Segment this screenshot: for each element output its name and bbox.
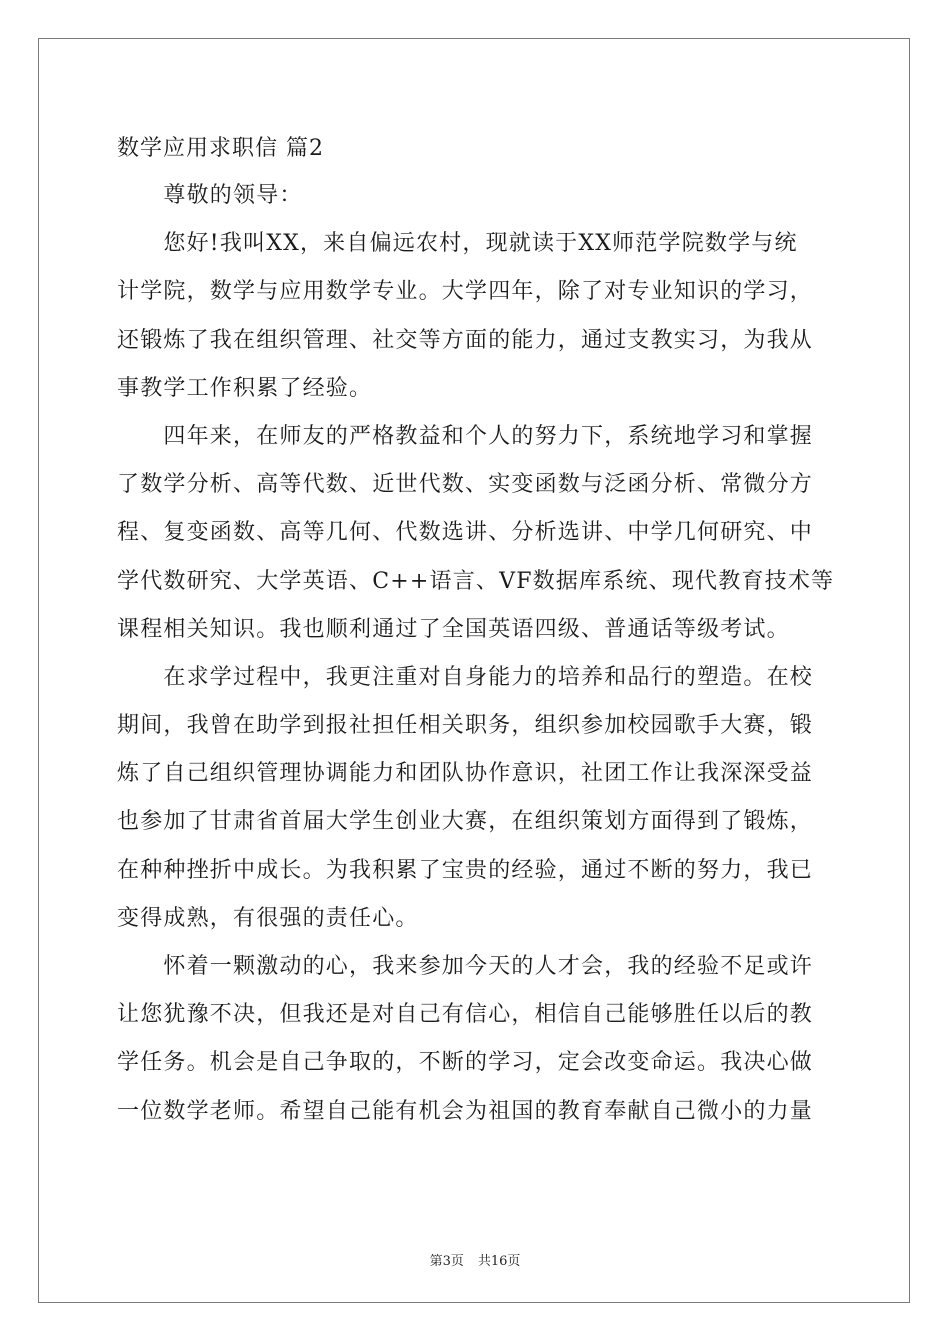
text-line: 还锻炼了我在组织管理、社交等方面的能力，通过支教实习，为我从 <box>117 327 814 353</box>
document-body <box>117 128 835 1136</box>
text-line: 怀着一颗激动的心，我来参加今天的人才会，我的经验不足或许 <box>117 954 814 979</box>
text-line: 尊敬的领导： <box>117 183 303 208</box>
page-number: 第3页 <box>429 1254 464 1269</box>
text-line: 变得成熟，有很强的责任心。 <box>117 905 419 931</box>
text-line: 您好!我叫XX，来自偏远农村，现就读于XX师范学院数学与统 <box>117 231 798 257</box>
text-line: 程、复变函数、高等几何、代数选讲、分析选讲、中学几何研究、中 <box>117 520 814 546</box>
page-footer <box>0 1250 950 1269</box>
text-line: 在种种挫折中成长。为我积累了宝贵的经验，通过不断的努力，我已 <box>117 857 814 883</box>
text-line: 在求学过程中，我更注重对自身能力的培养和品行的塑造。在校 <box>117 664 814 690</box>
text-line: 四年来，在师友的严格教益和个人的努力下，系统地学习和掌握 <box>117 423 814 449</box>
document-heading: 数学应用求职信 篇2 <box>117 136 324 161</box>
text-line: 让您犹豫不决，但我还是对自己有信心，相信自己能够胜任以后的教 <box>117 1002 814 1028</box>
text-line: 也参加了甘肃省首届大学生创业大赛，在组织策划方面得到了锻炼， <box>117 809 814 835</box>
text-line: 炼了自己组织管理协调能力和团队协作意识，社团工作让我深深受益 <box>117 761 814 787</box>
text-line: 期间，我曾在助学到报社担任相关职务，组织参加校园歌手大赛，锻 <box>117 713 814 739</box>
text-line: 了数学分析、高等代数、近世代数、实变函数与泛函分析、常微分方 <box>117 472 814 498</box>
text-line: 学代数研究、大学英语、C++语言、VF数据库系统、现代教育技术等 <box>117 568 835 594</box>
text-line: 课程相关知识。我也顺利通过了全国英语四级、普通话等级考试。 <box>117 616 790 642</box>
text-line: 计学院，数学与应用数学专业。大学四年，除了对专业知识的学习， <box>117 279 814 305</box>
text-line: 一位数学老师。希望自己能有机会为祖国的教育奉献自己微小的力量 <box>117 1098 814 1124</box>
page-total: 共16页 <box>477 1254 521 1269</box>
text-line: 学任务。机会是自己争取的，不断的学习，定会改变命运。我决心做 <box>117 1050 814 1076</box>
text-line: 事教学工作积累了经验。 <box>117 375 373 401</box>
